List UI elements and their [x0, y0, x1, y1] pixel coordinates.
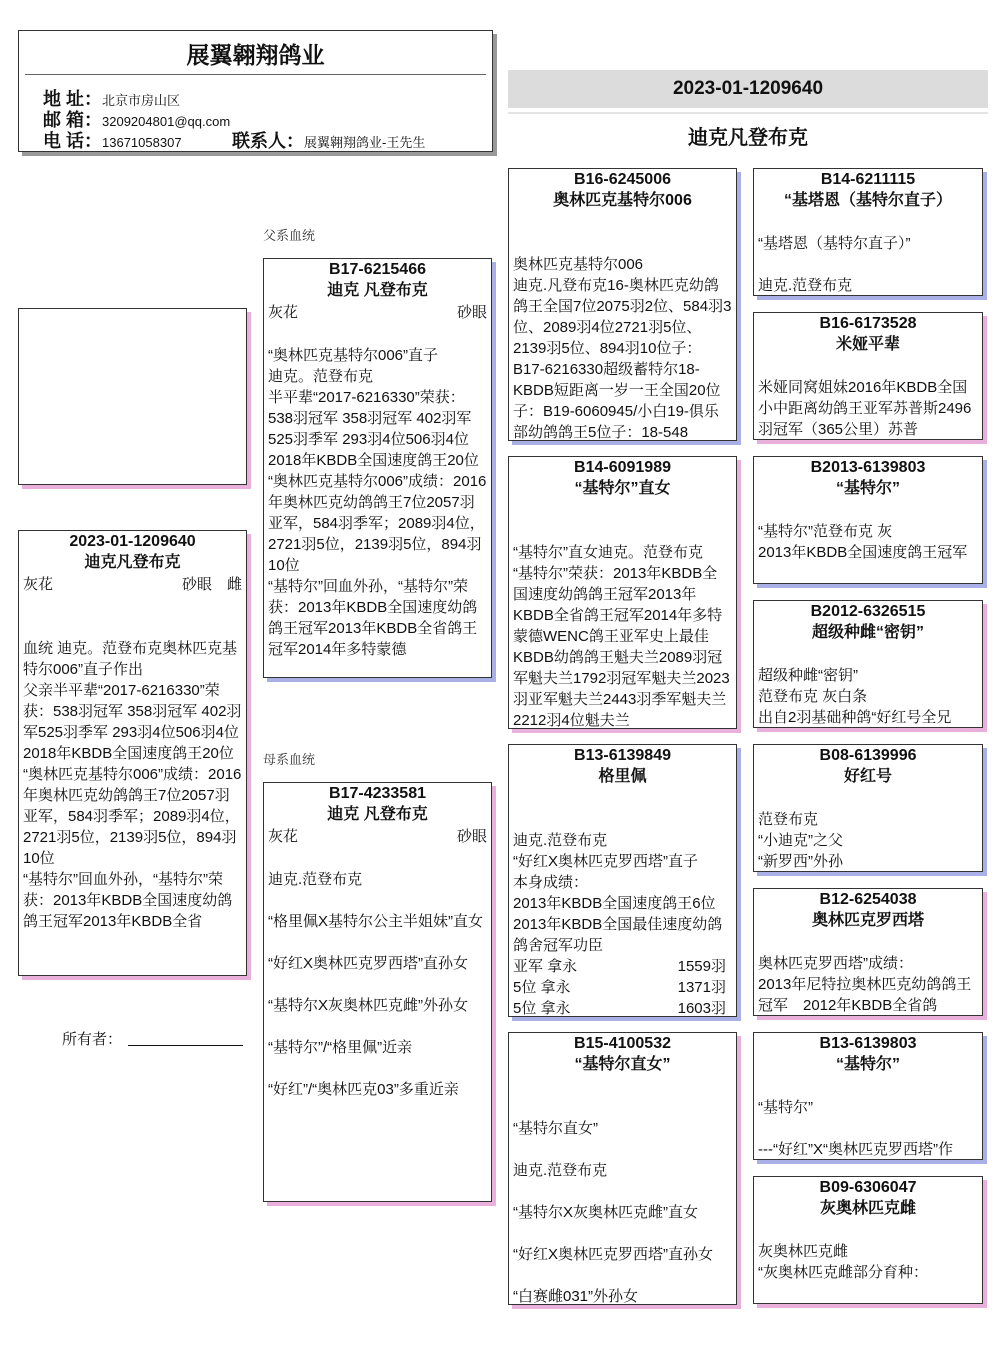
- subject-ring-title: 2023-01-1209640: [508, 70, 988, 108]
- note-line: [513, 1181, 732, 1202]
- ring-number: B2012-6326515: [810, 603, 926, 620]
- ring-number: B14-6211115: [820, 171, 916, 188]
- ring-number: B08-6139996: [819, 747, 917, 764]
- ring-number: B16-6173528: [819, 315, 917, 332]
- color-attr: 灰花: [268, 828, 299, 845]
- owner-signature-line[interactable]: [128, 1045, 243, 1046]
- note-line: [758, 500, 978, 521]
- card-notes: [509, 500, 736, 729]
- race-result: [513, 977, 732, 998]
- bird-attributes: [264, 302, 491, 324]
- result-birds: 1371羽: [677, 979, 726, 996]
- card-notes: [754, 1220, 982, 1283]
- note-line: “奥林匹克基特尔006”成绩：2016年奥林匹克幼鸽鸽王7位2057羽亚军，584羽季军；2089羽4位，2721羽5位，2139羽5位，894羽10位: [23, 766, 242, 867]
- card-notes: [754, 1076, 982, 1160]
- note-line: [513, 521, 732, 542]
- card-notes: [754, 932, 982, 1016]
- bird-name: “基特尔直女”: [574, 1056, 671, 1073]
- note-line: “基特尔X灰奥林匹克雌”外孙女: [268, 997, 468, 1014]
- pedigree-card-dd[interactable]: [508, 1032, 737, 1305]
- note-line: 迪克.范登布克: [513, 1162, 608, 1179]
- note-line: “基特尔”直女迪克。范登布克: [513, 544, 703, 561]
- card-notes: [754, 644, 982, 728]
- card-notes: [264, 848, 491, 1100]
- pedigree-card-sds[interactable]: [753, 456, 983, 584]
- color-attr: 灰花: [268, 304, 299, 321]
- note-line: [758, 356, 978, 377]
- note-line: [758, 254, 978, 275]
- bird-name: 好红号: [843, 768, 892, 785]
- ring-number: B17-4233581: [329, 785, 426, 802]
- eye-sex-attr: 砂眼: [456, 828, 487, 845]
- pedigree-card-ds[interactable]: [508, 744, 737, 1017]
- note-line: 范登布克 灰白条: [758, 688, 868, 705]
- bird-name: 迪克 凡登布克: [327, 806, 428, 823]
- note-line: “基特尔”/“格里佩”近亲: [268, 1039, 413, 1056]
- note-line: [268, 932, 487, 953]
- note-line: “基特尔X灰奥林匹克雌”直女: [513, 1204, 698, 1221]
- phone-label: 电 话：: [43, 131, 103, 151]
- note-line: 2013年KBDB全国最佳速度幼鸽鸽舍冠军功臣: [513, 916, 723, 954]
- note-line: [513, 1076, 732, 1097]
- divider: [25, 74, 486, 75]
- card-notes: [754, 500, 982, 563]
- note-line: 灰奥林匹克雌: [758, 1243, 849, 1260]
- email-label: 邮 箱：: [43, 110, 103, 130]
- divider: [508, 112, 988, 114]
- note-line: 迪克.范登布克: [513, 832, 608, 849]
- pedigree-card-sdd[interactable]: [753, 600, 983, 728]
- result-place: 5位 拿永: [513, 1000, 571, 1017]
- ring-number: B16-6245006: [574, 171, 671, 188]
- note-line: “灰奥林匹克雌部分育种：: [758, 1264, 928, 1281]
- note-line: [268, 324, 487, 345]
- bird-name: “基特尔”: [835, 480, 900, 497]
- pedigree-card-sss[interactable]: [753, 168, 983, 296]
- note-line: [758, 644, 978, 665]
- note-line: 迪克.范登布克: [268, 871, 363, 888]
- ring-number: B2013-6139803: [810, 459, 926, 476]
- ring-number: B17-6215466: [329, 261, 426, 278]
- company-name: 展翼翱翔鸽业: [186, 42, 325, 68]
- pedigree-card-ddd[interactable]: [753, 1176, 983, 1304]
- note-line: [758, 212, 978, 233]
- photo-placeholder: [18, 308, 247, 485]
- bird-name: “基塔恩（基特尔直子）: [783, 192, 952, 209]
- pedigree-card-dam[interactable]: [263, 782, 492, 1202]
- note-line: “好红X奥林匹克罗西塔”直孙女: [268, 955, 468, 972]
- card-notes: [509, 1076, 736, 1305]
- note-line: [268, 890, 487, 911]
- ring-number: 2023-01-1209640: [69, 533, 196, 550]
- note-line: “白赛雌031”外孙女: [513, 1288, 639, 1305]
- bird-name: 格里佩: [598, 768, 647, 785]
- note-line: “好红X奥林匹克罗西塔”直孙女: [513, 1246, 713, 1263]
- note-line: [23, 617, 242, 638]
- bird-name: “基特尔”: [835, 1056, 900, 1073]
- note-line: “基特尔”范登布克 灰: [758, 523, 893, 540]
- note-line: 迪克。范登布克: [268, 368, 374, 385]
- card-notes: [754, 788, 982, 872]
- subject-name-title: 迪克凡登布克: [688, 127, 808, 149]
- note-line: “基特尔”荣获：2013年KBDB全国速度幼鸽鸽王冠军2013年KBDB全省鸽王冠军2014年多特蒙德WENC鸽王亚军史上最佳KBDB幼鸽鸽王魁夫兰2089羽冠军魁夫兰1792羽冠军魁夫兰2023羽亚军魁夫兰2443羽季军魁夫兰2212羽4位魁夫兰: [513, 565, 730, 729]
- note-line: “小迪克”之父: [758, 832, 843, 849]
- contact: 展翼翱翔鸽业-王先生: [304, 135, 426, 150]
- bird-name: 米娅平辈: [835, 336, 900, 353]
- note-line: [758, 1118, 978, 1139]
- ring-number: B12-6254038: [819, 891, 917, 908]
- note-line: [513, 809, 732, 830]
- contact-label: 联系人：: [232, 131, 305, 151]
- result-birds: 1559羽: [677, 958, 726, 975]
- card-notes: [264, 324, 491, 660]
- note-line: 2013年KBDB全国速度鸽王冠军: [758, 544, 968, 561]
- note-line: 父亲半平辈“2017-6216330”荣获：538羽冠军 358羽冠军 402羽军525羽季军 293羽4位506羽4位2018年KBDB全国速度鸽王20位: [23, 682, 242, 762]
- eye-sex-attr: 砂眼 雌: [181, 576, 242, 593]
- note-line: 超级种雌“密钥”: [758, 667, 858, 684]
- card-notes: [509, 788, 736, 1017]
- pedigree-card-dds[interactable]: [753, 1032, 983, 1160]
- note-line: [513, 1223, 732, 1244]
- card-notes: [19, 596, 246, 932]
- note-line: ---“好红”X“奥林匹克罗西塔”作: [758, 1141, 953, 1158]
- ring-number: B14-6091989: [574, 459, 671, 476]
- bird-name: 奥林匹克基特尔006: [553, 192, 692, 209]
- phone-row: [43, 127, 425, 153]
- note-line: 奥林匹克罗西塔”成绩：: [758, 955, 913, 972]
- pedigree-card-dss[interactable]: [753, 744, 983, 872]
- email: 3209204801@qq.com: [102, 114, 231, 129]
- result-birds: 1603羽: [677, 1000, 726, 1017]
- note-line: [758, 788, 978, 809]
- ring-number: B13-6139849: [574, 747, 671, 764]
- bird-name: 灰奥林匹克雌: [819, 1200, 916, 1217]
- note-line: [513, 233, 732, 254]
- note-line: “基特尔”: [758, 1099, 813, 1116]
- note-line: 本身成绩：: [513, 874, 589, 891]
- owner-label: 所有者：: [62, 1031, 123, 1048]
- note-line: 血统 迪克。范登布克奥林匹克基特尔006”直子作出: [23, 640, 238, 678]
- sire-line-label: 父系血统: [263, 228, 316, 243]
- pedigree-card-sire[interactable]: [263, 258, 492, 678]
- note-line: 2013年尼特拉奥林匹克幼鸽鸽王冠军 2012年KBDB全省鸽: [758, 976, 972, 1014]
- note-line: “格里佩X基特尔公主半姐妹”直女: [268, 913, 483, 930]
- note-line: [513, 212, 732, 233]
- pedigree-card-ss[interactable]: [508, 168, 737, 441]
- note-line: 范登布克: [758, 811, 819, 828]
- card-notes: [509, 212, 736, 441]
- pedigree-card-subject[interactable]: [18, 530, 247, 976]
- address-label: 地 址：: [43, 89, 103, 109]
- card-notes: [754, 212, 982, 296]
- bird-name: 超级种雌“密钥”: [811, 624, 924, 641]
- bird-name: 迪克 凡登布克: [327, 282, 428, 299]
- note-line: 2013年KBDB全国速度鸽王6位: [513, 895, 716, 912]
- ring-number: B09-6306047: [819, 1179, 917, 1196]
- card-notes: [754, 356, 982, 440]
- note-line: 半平辈“2017-6216330”荣获：538羽冠军 358羽冠军 402羽军525羽季军 293羽4位506羽4位2018年KBDB全国速度鸽王20位: [268, 389, 479, 469]
- note-line: [268, 974, 487, 995]
- address: 北京市房山区: [102, 93, 181, 108]
- ring-number: B15-4100532: [574, 1035, 671, 1052]
- bird-attributes: [19, 574, 246, 596]
- bird-name: “基特尔”直女: [574, 480, 671, 497]
- note-line: “奥林匹克基特尔006”成绩：2016年奥林匹克幼鸽鸽王7位2057羽亚军，584羽季军；2089羽4位，2721羽5位，2139羽5位，894羽10位: [268, 473, 487, 574]
- note-line: 奥林匹克基特尔006: [513, 256, 644, 273]
- note-line: [23, 596, 242, 617]
- eye-sex-attr: 砂眼: [456, 304, 487, 321]
- note-line: “基特尔”回血外孙，“基特尔”荣获：2013年KBDB全国速度幼鸽鸽王冠军2013年KBDB全省鸽王冠军2014年多特蒙德: [268, 578, 478, 658]
- pedigree-card-sd[interactable]: [508, 456, 737, 729]
- pedigree-card-ssd[interactable]: [753, 312, 983, 440]
- bird-name: 奥林匹克罗西塔: [811, 912, 924, 929]
- note-line: [758, 1076, 978, 1097]
- note-line: 迪克.凡登布克16-奥林匹克幼鸽鸽王全国7位2075羽2位、584羽3位、2089羽4位2721羽5位、2139羽5位、894羽10位子：B17-6216330超级蓄特尔18-KBDB短距离一岁一王全国20位子：B19-6060945/小白19-俱乐部幼鸽鸽王5位子：18-548: [513, 277, 732, 441]
- note-line: “基特尔”回血外孙，“基特尔”荣获：2013年KBDB全国速度幼鸽鸽王冠军2013年KBDB全省: [23, 871, 233, 930]
- race-result: [513, 956, 732, 977]
- note-line: “基塔恩（基特尔直子）”: [758, 235, 911, 252]
- note-line: [513, 1265, 732, 1286]
- result-place: 亚军 拿永: [513, 958, 578, 975]
- note-line: [268, 848, 487, 869]
- phone: 13671058307: [102, 135, 182, 150]
- note-line: “好红”/“奥林匹克03”多重近亲: [268, 1081, 459, 1098]
- ring-number: B13-6139803: [819, 1035, 917, 1052]
- note-line: [758, 932, 978, 953]
- note-line: [513, 1139, 732, 1160]
- bird-name: 迪克凡登布克: [84, 554, 181, 571]
- note-line: “奥林匹克基特尔006”直子: [268, 347, 439, 364]
- note-line: “新罗西”外孙: [758, 853, 843, 870]
- result-place: 5位 拿永: [513, 979, 571, 996]
- note-line: [758, 1220, 978, 1241]
- note-line: 米娅同窝姐妹2016年KBDB全国小中距离幼鸽王亚军苏普斯2496羽冠军（365公里）苏普: [758, 379, 972, 438]
- pedigree-card-dsd[interactable]: [753, 888, 983, 1016]
- note-line: 出自2羽基础种鸽“好红号全兄: [758, 709, 952, 726]
- note-line: 迪克.范登布克: [758, 277, 853, 294]
- note-line: [513, 1097, 732, 1118]
- note-line: “好红X奥林匹克罗西塔”直子: [513, 853, 698, 870]
- note-line: “基特尔直女”: [513, 1120, 598, 1137]
- note-line: [513, 500, 732, 521]
- breeder-header: [18, 30, 493, 152]
- race-result: [513, 998, 732, 1017]
- note-line: [268, 1058, 487, 1079]
- dam-line-label: 母系血统: [263, 752, 316, 767]
- bird-attributes: [264, 826, 491, 848]
- note-line: [268, 1016, 487, 1037]
- note-line: [513, 788, 732, 809]
- color-attr: 灰花: [23, 576, 54, 593]
